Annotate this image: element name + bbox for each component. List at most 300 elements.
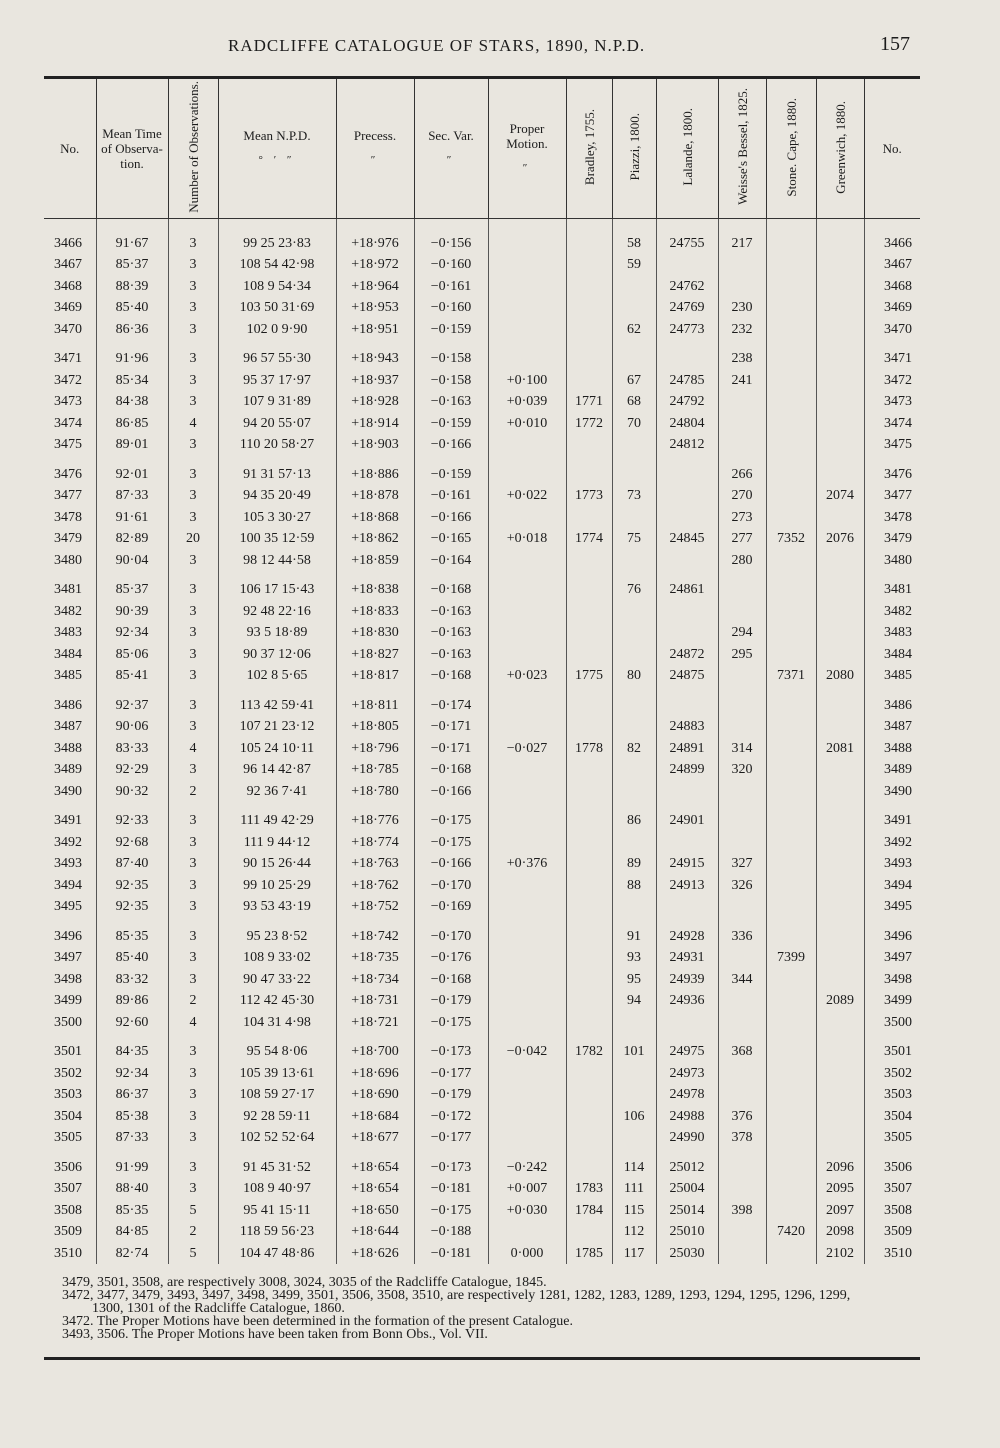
cell-lalande (656, 622, 718, 644)
cell-greenwich (816, 802, 864, 832)
cell-lalande (656, 340, 718, 370)
cell-sec-var: −0·168 (414, 759, 488, 781)
cell-bradley (566, 340, 612, 370)
cell-sec-var: −0·168 (414, 665, 488, 687)
cell-weisse (718, 1149, 766, 1179)
cell-mean-time: 92·33 (96, 802, 168, 832)
cell-proper-motion: −0·027 (488, 738, 566, 760)
cell-piazzi (612, 434, 656, 456)
cell-proper-motion (488, 507, 566, 529)
cell-piazzi (612, 507, 656, 529)
cell-sec-var: −0·175 (414, 802, 488, 832)
cell-mean-npd: 108 9 33·02 (218, 947, 336, 969)
cell-stone (766, 507, 816, 529)
cell-no: 3493 (54, 856, 82, 872)
catalogue-table-frame (44, 76, 920, 1360)
cell-piazzi: 67 (612, 370, 656, 392)
cell-weisse: 336 (718, 918, 766, 948)
cell-stone (766, 832, 816, 854)
cell-greenwich (816, 601, 864, 623)
cell-mean-npd: 91 45 31·52 (218, 1149, 336, 1179)
cell-sec-var: −0·169 (414, 896, 488, 918)
cell-sec-var: −0·175 (414, 1200, 488, 1222)
table-row (44, 1243, 920, 1265)
cell-greenwich (816, 896, 864, 918)
cell-proper-motion (488, 1012, 566, 1034)
cell-greenwich (816, 1084, 864, 1106)
cell-precess: +18·878 (336, 485, 414, 507)
table-row (44, 319, 920, 341)
cell-no: 3497 (54, 950, 82, 966)
cell-proper-motion (488, 276, 566, 298)
cell-stone (766, 254, 816, 276)
cell-num-obs: 3 (168, 853, 218, 875)
cell-weisse: 280 (718, 550, 766, 572)
table-row (44, 918, 920, 948)
cell-sec-var: −0·163 (414, 601, 488, 623)
cell-stone (766, 297, 816, 319)
cell-num-obs: 3 (168, 370, 218, 392)
cell-proper-motion (488, 759, 566, 781)
cell-bradley (566, 716, 612, 738)
cell-lalande: 24913 (656, 875, 718, 897)
cell-no-right: 3487 (864, 716, 920, 738)
header-proper-motion: Proper Motion. ″ (488, 79, 566, 218)
cell-no-right: 3466 (864, 218, 920, 254)
cell-mean-npd: 95 23 8·52 (218, 918, 336, 948)
cell-piazzi (612, 601, 656, 623)
cell-mean-npd: 99 10 25·29 (218, 875, 336, 897)
cell-mean-time: 84·85 (96, 1221, 168, 1243)
cell-stone (766, 918, 816, 948)
cell-no: 3466 (54, 235, 82, 251)
cell-piazzi (612, 759, 656, 781)
cell-no: 3485 (54, 668, 82, 684)
cell-proper-motion (488, 434, 566, 456)
cell-mean-npd: 105 39 13·61 (218, 1063, 336, 1085)
cell-num-obs: 3 (168, 947, 218, 969)
cell-bradley (566, 1127, 612, 1149)
cell-mean-npd: 92 36 7·41 (218, 781, 336, 803)
cell-piazzi: 117 (612, 1243, 656, 1265)
cell-precess: +18·953 (336, 297, 414, 319)
cell-precess: +18·972 (336, 254, 414, 276)
cell-stone (766, 990, 816, 1012)
cell-piazzi: 93 (612, 947, 656, 969)
cell-no: 3507 (54, 1181, 82, 1197)
star-catalogue-table (44, 79, 920, 1264)
cell-piazzi: 58 (612, 218, 656, 254)
table-header-row (44, 79, 920, 218)
cell-weisse (718, 571, 766, 601)
cell-sec-var: −0·175 (414, 1012, 488, 1034)
cell-stone (766, 896, 816, 918)
table-row (44, 1149, 920, 1179)
cell-precess: +18·742 (336, 918, 414, 948)
cell-mean-time: 86·85 (96, 413, 168, 435)
cell-stone (766, 1200, 816, 1222)
table-row (44, 853, 920, 875)
cell-greenwich (816, 413, 864, 435)
cell-precess: +18·914 (336, 413, 414, 435)
cell-no: 3475 (54, 437, 82, 453)
cell-weisse: 241 (718, 370, 766, 392)
cell-no-right: 3480 (864, 550, 920, 572)
table-row (44, 622, 920, 644)
table-row (44, 434, 920, 456)
cell-no-right: 3495 (864, 896, 920, 918)
cell-sec-var: −0·156 (414, 218, 488, 254)
cell-lalande: 24936 (656, 990, 718, 1012)
cell-proper-motion (488, 969, 566, 991)
cell-piazzi: 62 (612, 319, 656, 341)
cell-no-right: 3472 (864, 370, 920, 392)
cell-mean-npd: 104 31 4·98 (218, 1012, 336, 1034)
cell-piazzi: 114 (612, 1149, 656, 1179)
cell-weisse: 266 (718, 456, 766, 486)
cell-mean-npd: 100 35 12·59 (218, 528, 336, 550)
cell-mean-time: 89·01 (96, 434, 168, 456)
table-row (44, 716, 920, 738)
cell-piazzi (612, 716, 656, 738)
cell-precess: +18·650 (336, 1200, 414, 1222)
cell-no-right: 3477 (864, 485, 920, 507)
cell-mean-npd: 93 53 43·19 (218, 896, 336, 918)
cell-piazzi: 82 (612, 738, 656, 760)
cell-bradley (566, 254, 612, 276)
cell-mean-time: 86·36 (96, 319, 168, 341)
cell-weisse (718, 601, 766, 623)
cell-piazzi (612, 644, 656, 666)
cell-weisse: 295 (718, 644, 766, 666)
cell-weisse: 314 (718, 738, 766, 760)
table-row (44, 528, 920, 550)
cell-weisse: 326 (718, 875, 766, 897)
cell-sec-var: −0·163 (414, 391, 488, 413)
cell-lalande: 24773 (656, 319, 718, 341)
cell-no-right: 3481 (864, 571, 920, 601)
table-row (44, 781, 920, 803)
cell-precess: +18·937 (336, 370, 414, 392)
cell-stone (766, 738, 816, 760)
cell-no-right: 3488 (864, 738, 920, 760)
table-row (44, 738, 920, 760)
cell-no: 3499 (54, 993, 82, 1009)
cell-num-obs: 3 (168, 875, 218, 897)
cell-no-right: 3476 (864, 456, 920, 486)
cell-weisse: 270 (718, 485, 766, 507)
header-precess: Precess. ″ (336, 79, 414, 218)
cell-no-right: 3468 (864, 276, 920, 298)
cell-proper-motion (488, 1127, 566, 1149)
cell-piazzi (612, 622, 656, 644)
cell-bradley: 1782 (566, 1033, 612, 1063)
cell-mean-npd: 111 49 42·29 (218, 802, 336, 832)
footnote: 1300, 1301 of the Radcliffe Catalogue, 1860. (92, 1301, 345, 1316)
cell-proper-motion (488, 456, 566, 486)
cell-mean-time: 92·35 (96, 896, 168, 918)
cell-lalande (656, 456, 718, 486)
cell-sec-var: −0·170 (414, 875, 488, 897)
cell-weisse (718, 716, 766, 738)
cell-lalande: 24762 (656, 276, 718, 298)
cell-num-obs: 3 (168, 1033, 218, 1063)
cell-proper-motion: −0·242 (488, 1149, 566, 1179)
cell-lalande: 24812 (656, 434, 718, 456)
cell-mean-npd: 108 59 27·17 (218, 1084, 336, 1106)
table-row (44, 644, 920, 666)
cell-precess: +18·886 (336, 456, 414, 486)
cell-proper-motion (488, 550, 566, 572)
page-header (0, 33, 1000, 62)
cell-proper-motion: +0·010 (488, 413, 566, 435)
cell-piazzi (612, 832, 656, 854)
cell-sec-var: −0·159 (414, 413, 488, 435)
cell-sec-var: −0·171 (414, 738, 488, 760)
cell-num-obs: 3 (168, 297, 218, 319)
cell-weisse (718, 1084, 766, 1106)
cell-weisse (718, 254, 766, 276)
cell-piazzi: 76 (612, 571, 656, 601)
cell-num-obs: 3 (168, 969, 218, 991)
cell-weisse (718, 434, 766, 456)
cell-num-obs: 3 (168, 802, 218, 832)
cell-bradley: 1778 (566, 738, 612, 760)
cell-greenwich (816, 1106, 864, 1128)
cell-no-right: 3498 (864, 969, 920, 991)
cell-stone (766, 875, 816, 897)
footnote: 3493, 3506. The Proper Motions have been taken from Bonn Obs., Vol. VII. (62, 1327, 488, 1342)
cell-precess: +18·721 (336, 1012, 414, 1034)
cell-sec-var: −0·166 (414, 781, 488, 803)
cell-no-right: 3469 (864, 297, 920, 319)
cell-no-right: 3507 (864, 1178, 920, 1200)
cell-precess: +18·735 (336, 947, 414, 969)
cell-no-right: 3467 (864, 254, 920, 276)
table-row (44, 276, 920, 298)
table-row (44, 456, 920, 486)
cell-piazzi: 115 (612, 1200, 656, 1222)
cell-bradley (566, 434, 612, 456)
cell-precess: +18·690 (336, 1084, 414, 1106)
cell-mean-npd: 107 9 31·89 (218, 391, 336, 413)
cell-num-obs: 4 (168, 738, 218, 760)
cell-proper-motion (488, 1063, 566, 1085)
table-row (44, 1084, 920, 1106)
cell-lalande: 24785 (656, 370, 718, 392)
cell-lalande: 24978 (656, 1084, 718, 1106)
cell-num-obs: 3 (168, 601, 218, 623)
cell-stone (766, 340, 816, 370)
cell-num-obs: 3 (168, 687, 218, 717)
table-row (44, 1063, 920, 1085)
cell-mean-time: 92·34 (96, 622, 168, 644)
cell-bradley (566, 1221, 612, 1243)
cell-precess: +18·817 (336, 665, 414, 687)
header-mean-npd: Mean N.P.D. ° ′ ″ (218, 79, 336, 218)
cell-stone (766, 1063, 816, 1085)
cell-piazzi: 91 (612, 918, 656, 948)
cell-mean-npd: 96 14 42·87 (218, 759, 336, 781)
cell-no-right: 3473 (864, 391, 920, 413)
cell-no-right: 3504 (864, 1106, 920, 1128)
cell-num-obs: 3 (168, 254, 218, 276)
cell-no: 3505 (54, 1130, 82, 1146)
cell-precess: +18·654 (336, 1149, 414, 1179)
cell-proper-motion: +0·007 (488, 1178, 566, 1200)
cell-weisse: 277 (718, 528, 766, 550)
cell-mean-time: 85·35 (96, 918, 168, 948)
cell-num-obs: 3 (168, 319, 218, 341)
cell-bradley (566, 297, 612, 319)
cell-stone (766, 1149, 816, 1179)
cell-mean-time: 92·60 (96, 1012, 168, 1034)
cell-precess: +18·838 (336, 571, 414, 601)
cell-sec-var: −0·166 (414, 853, 488, 875)
cell-stone (766, 1127, 816, 1149)
cell-num-obs: 3 (168, 340, 218, 370)
cell-proper-motion (488, 1084, 566, 1106)
cell-stone (766, 370, 816, 392)
cell-weisse: 320 (718, 759, 766, 781)
cell-stone (766, 571, 816, 601)
cell-no-right: 3490 (864, 781, 920, 803)
table-row (44, 485, 920, 507)
cell-greenwich (816, 918, 864, 948)
cell-mean-time: 85·35 (96, 1200, 168, 1222)
cell-sec-var: −0·179 (414, 990, 488, 1012)
cell-no-right: 3485 (864, 665, 920, 687)
table-row (44, 1221, 920, 1243)
cell-greenwich (816, 340, 864, 370)
cell-num-obs: 3 (168, 644, 218, 666)
cell-bradley (566, 550, 612, 572)
cell-piazzi (612, 896, 656, 918)
cell-proper-motion (488, 254, 566, 276)
cell-bradley (566, 1012, 612, 1034)
cell-piazzi: 59 (612, 254, 656, 276)
cell-no: 3488 (54, 740, 82, 756)
cell-weisse (718, 781, 766, 803)
cell-lalande (656, 687, 718, 717)
cell-mean-time: 85·38 (96, 1106, 168, 1128)
cell-precess: +18·684 (336, 1106, 414, 1128)
cell-num-obs: 2 (168, 781, 218, 803)
cell-num-obs: 3 (168, 759, 218, 781)
cell-proper-motion (488, 802, 566, 832)
cell-precess: +18·928 (336, 391, 414, 413)
table-row (44, 218, 920, 254)
cell-piazzi (612, 1063, 656, 1085)
cell-weisse (718, 1243, 766, 1265)
cell-precess: +18·868 (336, 507, 414, 529)
cell-greenwich: 2102 (816, 1243, 864, 1265)
cell-mean-time: 92·68 (96, 832, 168, 854)
cell-lalande (656, 601, 718, 623)
cell-no-right: 3499 (864, 990, 920, 1012)
cell-greenwich (816, 1012, 864, 1034)
cell-num-obs: 3 (168, 622, 218, 644)
cell-precess: +18·644 (336, 1221, 414, 1243)
cell-lalande: 25012 (656, 1149, 718, 1179)
cell-precess: +18·780 (336, 781, 414, 803)
cell-greenwich (816, 875, 864, 897)
cell-stone: 7399 (766, 947, 816, 969)
cell-mean-time: 87·33 (96, 1127, 168, 1149)
cell-greenwich (816, 254, 864, 276)
cell-weisse (718, 1221, 766, 1243)
cell-proper-motion: +0·022 (488, 485, 566, 507)
cell-precess: +18·811 (336, 687, 414, 717)
cell-no: 3502 (54, 1065, 82, 1081)
table-row (44, 896, 920, 918)
cell-bradley (566, 571, 612, 601)
cell-no-right: 3501 (864, 1033, 920, 1063)
cell-lalande (656, 485, 718, 507)
cell-greenwich (816, 1127, 864, 1149)
cell-no: 3473 (54, 394, 82, 410)
cell-stone (766, 969, 816, 991)
cell-no-right: 3489 (864, 759, 920, 781)
cell-mean-npd: 95 37 17·97 (218, 370, 336, 392)
cell-stone (766, 601, 816, 623)
cell-lalande (656, 550, 718, 572)
cell-no-right: 3510 (864, 1243, 920, 1265)
cell-proper-motion (488, 1221, 566, 1243)
cell-weisse (718, 990, 766, 1012)
cell-num-obs: 3 (168, 434, 218, 456)
cell-piazzi: 111 (612, 1178, 656, 1200)
cell-mean-npd: 96 57 55·30 (218, 340, 336, 370)
cell-num-obs: 3 (168, 896, 218, 918)
cell-stone (766, 276, 816, 298)
cell-no-right: 3500 (864, 1012, 920, 1034)
table-row (44, 1033, 920, 1063)
cell-no: 3496 (54, 928, 82, 944)
cell-greenwich (816, 319, 864, 341)
cell-sec-var: −0·161 (414, 276, 488, 298)
cell-weisse (718, 947, 766, 969)
catalogue-body (44, 218, 920, 1264)
cell-sec-var: −0·158 (414, 340, 488, 370)
cell-no-right: 3479 (864, 528, 920, 550)
cell-mean-time: 91·67 (96, 218, 168, 254)
cell-weisse (718, 896, 766, 918)
cell-lalande (656, 507, 718, 529)
cell-piazzi: 73 (612, 485, 656, 507)
cell-precess: +18·700 (336, 1033, 414, 1063)
cell-piazzi: 89 (612, 853, 656, 875)
cell-no-right: 3474 (864, 413, 920, 435)
cell-sec-var: −0·176 (414, 947, 488, 969)
cell-mean-npd: 95 41 15·11 (218, 1200, 336, 1222)
cell-precess: +18·862 (336, 528, 414, 550)
cell-mean-npd: 105 24 10·11 (218, 738, 336, 760)
cell-no: 3508 (54, 1202, 82, 1218)
table-row (44, 370, 920, 392)
cell-precess: +18·976 (336, 218, 414, 254)
cell-proper-motion: +0·023 (488, 665, 566, 687)
cell-mean-npd: 106 17 15·43 (218, 571, 336, 601)
cell-weisse: 294 (718, 622, 766, 644)
table-row (44, 254, 920, 276)
cell-greenwich: 2098 (816, 1221, 864, 1243)
cell-precess: +18·626 (336, 1243, 414, 1265)
cell-mean-npd: 92 28 59·11 (218, 1106, 336, 1128)
cell-sec-var: −0·177 (414, 1063, 488, 1085)
cell-lalande: 24939 (656, 969, 718, 991)
cell-proper-motion (488, 319, 566, 341)
